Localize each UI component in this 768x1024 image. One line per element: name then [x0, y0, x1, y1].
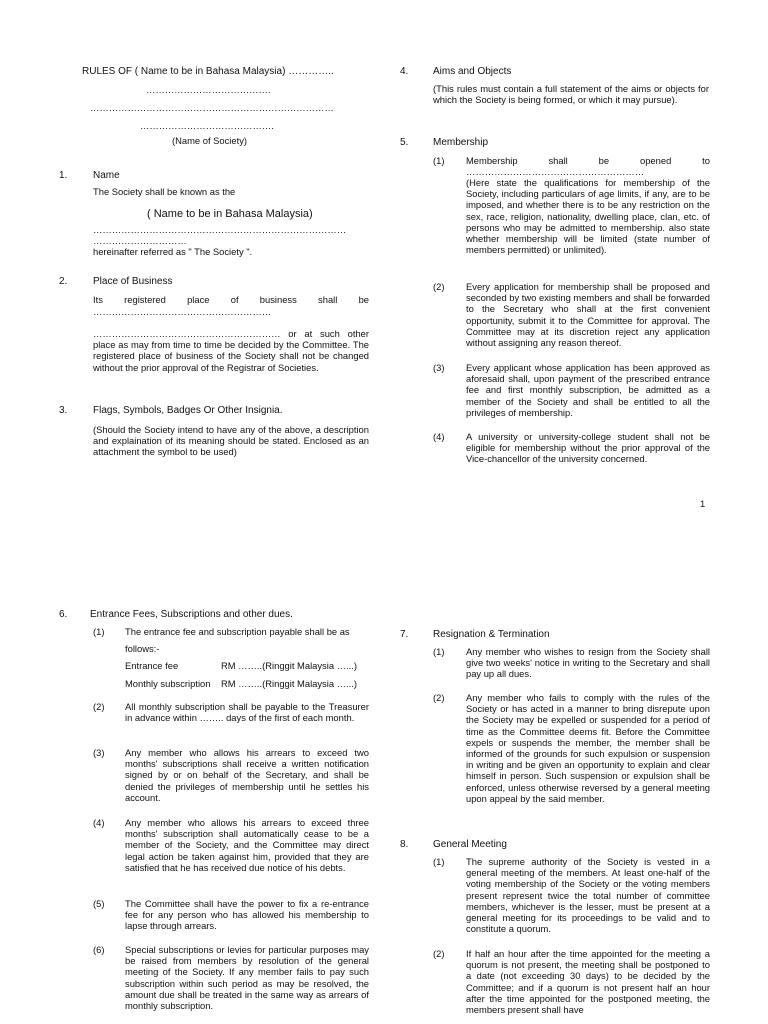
section-heading: Entrance Fees, Subscriptions and other dues. [90, 609, 293, 620]
clause-body: Any member who wishes to resign from the Society shall give two weeks' notice in writing to the Secretary and shall pay up all dues. [466, 646, 710, 680]
clause-body: All monthly subscription shall be payable to the Treasurer in advance within …….. days of the first of each month. [125, 701, 369, 724]
clause-body: Special subscriptions or levies for particular purposes may be raised from members by resolution of the general meeting of the Society. If any member fails to pay such subscription within such period as may be resolved, the amount due shall be treated in the same way as arrears of monthly subscription. [125, 944, 369, 1012]
paragraph-line: hereinafter referred as " The Society ". [93, 246, 253, 257]
clause-number: (4) [93, 817, 105, 828]
clause-number: (2) [433, 692, 445, 703]
clause-body: (Here state the qualifications for membership of the Society, including particulars of age limits, if any, are to be imposed, and whether there is to be any restriction on the sex, race, religion, nationality, dwelling place, clan, etc. of persons who may be admitted to membership. also state whether membership will be limited (state number of members permitted) or unlimited). [466, 177, 710, 256]
clause-body: Any member who allows his arrears to exceed two months' subscriptions shall receive a written notification signed by or on behalf of the Secretary, and shall be denied the privileges of membership until he settles his account. [125, 747, 369, 803]
clause-number: (1) [433, 155, 445, 166]
dots-line: ………………………………………………… [93, 306, 272, 317]
section-body: (Should the Society intend to have any of the above, a description and explaination of its meaning should be stated. Enclosed as an attachment the symbol to be used) [93, 424, 369, 458]
clause-number: (6) [93, 944, 105, 955]
document-page-2 [0, 512, 768, 1024]
paragraph-line: The Society shall be known as the [93, 186, 236, 197]
clause-body: Every application for membership shall be proposed and seconded by two existing members and shall be forwarded to the Secretary who shall at the first convenient opportunity, submit it to the Committee for approval. The Committee may at its discretion reject any application without assigning any reason thereof. [466, 281, 710, 349]
title-dots-line: …………………………………. [146, 84, 271, 95]
clause-number: (1) [433, 856, 445, 867]
paragraph-line: Membership shall be opened to [466, 155, 710, 166]
fee-value: RM ……..(Ringgit Malaysia …...) [221, 660, 357, 671]
section-number: 2. [59, 276, 68, 287]
clause-number: (3) [433, 362, 445, 373]
clause-number: (3) [93, 747, 105, 758]
fee-value: RM ……..(Ringgit Malaysia …...) [221, 678, 357, 689]
clause-number: (1) [93, 626, 105, 637]
clause-number: (2) [433, 948, 445, 959]
clause-number: (2) [433, 281, 445, 292]
fee-label: Entrance fee [125, 660, 179, 671]
society-name-caption: (Name of Society) [172, 135, 248, 146]
clause-number: (4) [433, 431, 445, 442]
clause-body: Any member who fails to comply with the rules of the Society or has acted in a manner to bring disrepute upon the Society may be expelled or suspended for a period of time as the Committee deems fit. Before the Committee expels or suspends the member, the member shall be informed of the grounds for such expulsion or suspension in writing and be given an opportunity to explain and clear himself in person. Such suspension or expulsion shall be enforced, unless otherwise reversed by a general meeting upon appeal by the said member. [466, 692, 710, 804]
section-number: 3. [59, 405, 68, 416]
section-heading: Name [93, 170, 120, 181]
paragraph-line: follows:- [125, 643, 160, 654]
section-number: 5. [400, 137, 409, 148]
clause-body: The supreme authority of the Society is vested in a general meeting of the members. At least one-half of the voting membership of the Society or the voting members present represent twice the total number of committee members, whichever is the lesser, must be present at a general meeting for its proceedings to be valid and to constitute a quorum. [466, 856, 710, 935]
paragraph-line: The entrance fee and subscription payable shall be as [125, 626, 350, 637]
clause-body: If half an hour after the time appointed for the meeting a quorum is not present, the meeting shall be postponed to a date (not exceeding 30 days) to be decided by the Committee; and if a quorum is not present half an hour after the time appointed for the postponed meeting, the members present shall have [466, 948, 710, 1016]
clause-number: (1) [433, 646, 445, 657]
clause-body: The Committee shall have the power to fix a re-entrance fee for any person who has allowed his membership to lapse through arrears. [125, 898, 369, 932]
section-number: 4. [400, 66, 409, 77]
clause-number: (2) [93, 701, 105, 712]
title-dots-line: ……………………………………. [140, 120, 274, 131]
section-heading: Aims and Objects [433, 66, 512, 77]
clause-body: A university or university-college student shall not be eligible for membership without the prior approval of the Vice-chancellor of the university concerned. [466, 431, 710, 465]
section-body: (This rules must contain a full statement of the aims or objects for which the Society is being formed, or which it may pursue). [433, 83, 709, 106]
section-heading: Flags, Symbols, Badges Or Other Insignia. [93, 405, 283, 416]
section-heading: Place of Business [93, 276, 173, 287]
section-number: 7. [400, 629, 409, 640]
clause-body: Every applicant whose application has been approved as aforesaid shall, upon payment of the prescribed entrance fee and first monthly subscription, be admitted as a member of the Society and shall be entitled to all the privileges of membership. [466, 362, 710, 418]
rules-title: RULES OF ( Name to be in Bahasa Malaysia) ………….. [82, 66, 334, 77]
dots-line: ……………………………………………………………………… [93, 224, 347, 235]
dots-line: ………………………… [93, 235, 187, 246]
section-body: …………………………………………………… or at such other place as may from time to time be decided by the Committee. The registered place of business of the Society shall not be changed without the prior approval of the Registrar of Societies. [93, 328, 369, 373]
section-heading: Membership [433, 137, 489, 148]
section-heading: General Meeting [433, 839, 507, 850]
section-number: 8. [400, 839, 409, 850]
page-number: 1 [700, 498, 706, 509]
clause-number: (5) [93, 898, 105, 909]
title-dots-line: …………………………………………………………………… [90, 102, 334, 113]
section-number: 1. [59, 170, 68, 181]
society-name-placeholder: ( Name to be in Bahasa Malaysia) [147, 208, 313, 220]
paragraph-line: Its registered place of business shall be [93, 294, 369, 305]
fee-label: Monthly subscription [125, 678, 211, 689]
dots-line: ………………………………………………… [466, 166, 645, 177]
clause-body: Any member who allows his arrears to exceed three months' subscription shall automatically cease to be a member of the Society, and the Committee may direct legal action be taken against him, provided that they are satisfied that he has received due notice of his debts. [125, 817, 369, 873]
section-number: 6. [59, 609, 68, 620]
section-heading: Resignation & Termination [433, 629, 550, 640]
